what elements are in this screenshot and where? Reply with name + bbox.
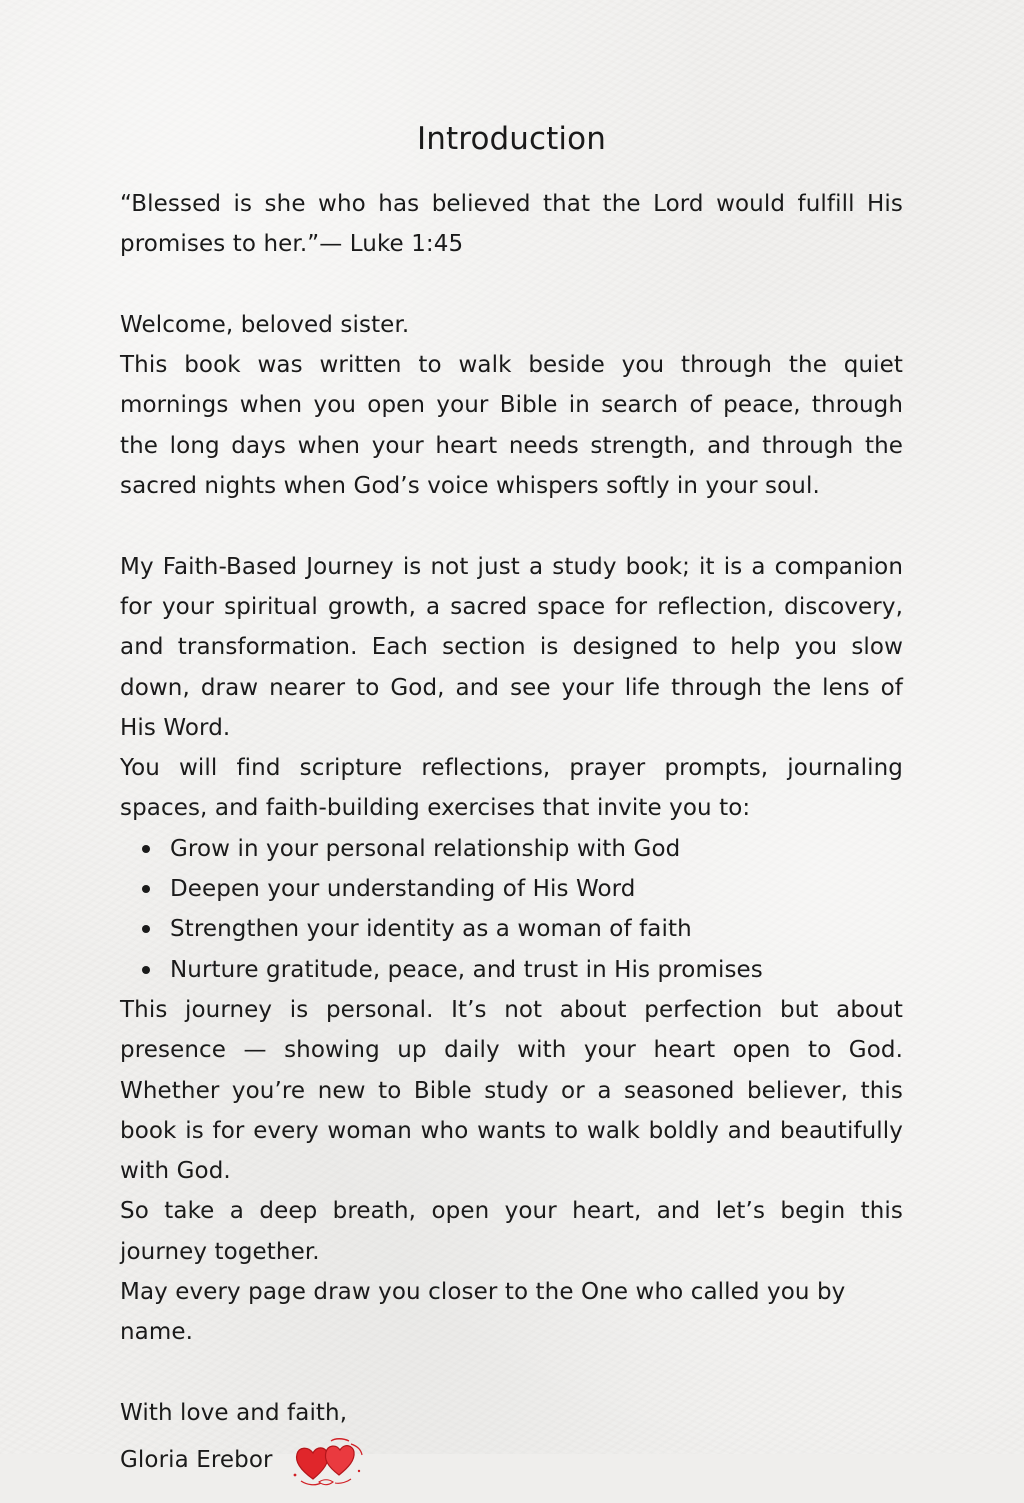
list-item: Nurture gratitude, peace, and trust in His promises [120,950,903,990]
spacer [120,1353,903,1393]
spacer [120,265,903,305]
signature-name: Gloria Erebor [120,1447,273,1474]
bullet-list [120,829,903,990]
paragraph-4: This journey is personal. It’s not about perfection but about presence — showing up daily with your heart open to God. Whether you’re new to Bible study or a seasoned believer, this book is for every woman who wants to walk boldly and beautifully with God. [120,996,903,1185]
document-body [120,112,903,1487]
closing-line: With love and faith, [120,1399,348,1426]
paragraph-1: This book was written to walk beside you through the quiet mornings when you open your Bible in search of peace, through the long days when your heart needs strength, and through the sacred nights when God’s voice whispers softly in your soul. [120,352,903,500]
paragraph-5: So take a deep breath, open your heart, and let’s begin this journey together. [120,1198,903,1265]
page-title: Introduction [417,121,606,157]
hearts-doodle-icon [291,1435,365,1489]
list-item: Grow in your personal relationship with God [120,829,903,869]
epigraph: “Blessed is she who has believed that the Lord would fulfill His promises to her.”— Luke 1:45 [120,191,903,258]
list-item: Strengthen your identity as a woman of faith [120,909,903,949]
paragraph-2: My Faith-Based Journey is not just a study book; it is a companion for your spiritual growth, a sacred space for reflection, discovery, and transformation. Each section is designed to help you slow down, draw nearer to God, and see your life through the lens of His Word. [120,553,903,741]
spacer [120,506,903,546]
signature-row [120,1433,903,1487]
list-item: Deepen your understanding of His Word [120,869,903,909]
paragraph-3: You will find scripture reflections, prayer prompts, journaling spaces, and faith-building exercises that invite you to: [120,755,903,822]
paragraph-6: May every page draw you closer to the One who called you by name. [120,1279,846,1346]
welcome-line: Welcome, beloved sister. [120,311,410,338]
